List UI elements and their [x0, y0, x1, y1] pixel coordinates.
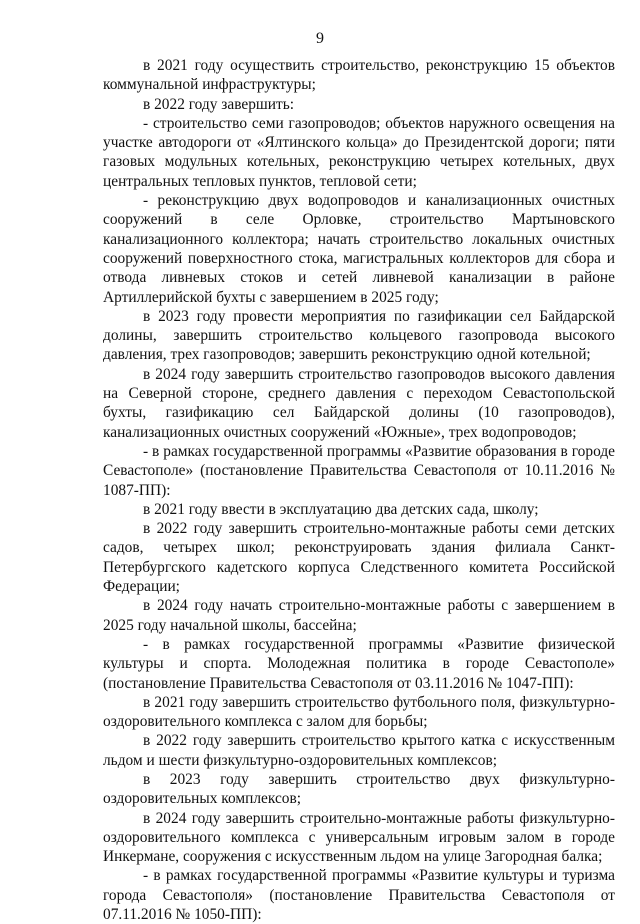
paragraph: в 2023 году завершить строительство двух физкультурно-оздоровительных комплексов; [103, 770, 615, 808]
paragraph: - в рамках государственной программы «Развитие физической культуры и спорта. Молодежная политика в городе Севастополе» (постановление Правительства Севастополя от 03.11.2016 № 1047-ПП): [103, 635, 615, 692]
document-body [103, 56, 615, 924]
paragraph: в 2021 году завершить строительство футбольного поля, физкультурно-оздоровительного комплекса с залом для борьбы; [103, 693, 615, 731]
paragraph: в 2024 году завершить строительно-монтажные работы физкультурно-оздоровительного комплекса с универсальным игровым залом в городе Инкермане, сооружения с искусственным льдом на улице Загородная балка; [103, 809, 615, 866]
paragraph: - реконструкцию двух водопроводов и канализационных очистных сооружений в селе Орловке, строительство Мартыновского канализационного коллектора; начать строительство локальных очистных сооружений поверхностного стока, магистральных коллекторов для сбора и отвода ливневых стоков и сетей ливневой канализации в районе Артиллерийской бухты с завершением в 2025 году; [103, 192, 615, 306]
paragraph: в 2022 году завершить строительно-монтажные работы семи детских садов, четырех школ; реконструировать здания филиала Санкт-Петербургского кадетского корпуса Следственного комитета Российской Федерации; [103, 520, 615, 596]
paragraph: в 2024 году завершить строительство газопроводов высокого давления на Северной стороне, среднего давления с переходом Севастопольской бухты, газификацию сел Байдарской долины (10 газопроводов), канализационных очистных сооружений «Южные», трех водопроводов; [103, 365, 615, 441]
paragraph: в 2022 году завершить: [143, 95, 295, 113]
paragraph: - строительство семи газопроводов; объектов наружного освещения на участке автодороги от «Ялтинского кольца» до Президентской дороги; пяти газовых модульных котельных, реконструкцию четырех котельных, двух центральных тепловых пунктов, тепловой сети; [103, 114, 615, 190]
paragraph: в 2021 году осуществить строительство, реконструкцию 15 объектов коммунальной инфраструктуры; [103, 57, 615, 94]
paragraph: в 2022 году завершить строительство крытого катка с искусственным льдом и шести физкультурно-оздоровительных комплексов; [103, 732, 615, 769]
page-number: 9 [316, 30, 324, 47]
paragraph: в 2023 году провести мероприятия по газификации сел Байдарской долины, завершить строительство кольцевого газопровода высокого давления, трех газопроводов; завершить реконструкцию одной котельной; [103, 307, 615, 364]
paragraph: - в рамках государственной программы «Развитие культуры и туризма города Севастополя» (постановление Правительства Севастополя от 07.11.2016 № 1050-ПП): [103, 867, 615, 924]
paragraph: в 2024 году начать строительно-монтажные работы с завершением в 2025 году начальной школы, бассейна; [103, 597, 615, 634]
paragraph: в 2021 году ввести в эксплуатацию два детских сада, школу; [143, 500, 539, 518]
paragraph: - в рамках государственной программы «Развитие образования в городе Севастополе» (постановление Правительства Севастополя от 10.11.2016 № 1087-ПП): [103, 442, 615, 499]
